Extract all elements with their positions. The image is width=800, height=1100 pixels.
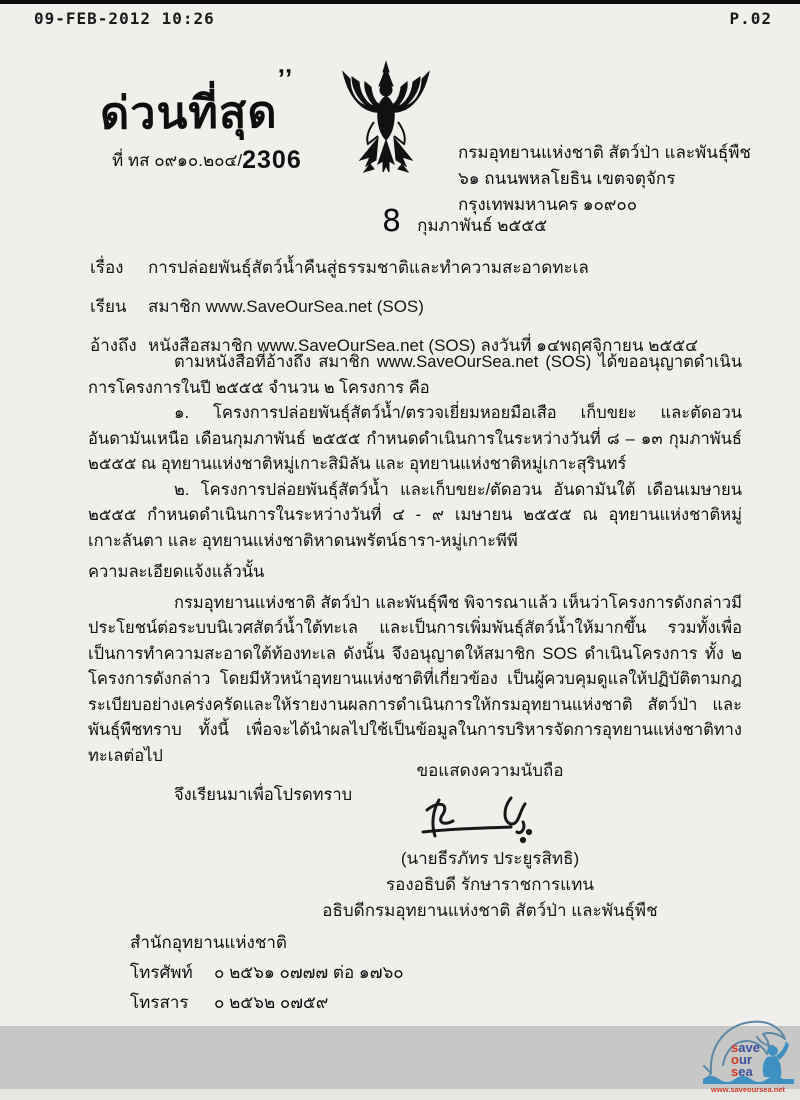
logo-rest-ea: ea bbox=[738, 1064, 753, 1079]
logo-letter-s1: s bbox=[731, 1040, 739, 1055]
handwritten-signature bbox=[405, 788, 575, 844]
date-day-stamp: 8 bbox=[382, 204, 402, 239]
svg-text:sea bbox=[731, 1064, 753, 1079]
scan-bottom-gray-strip bbox=[0, 1026, 800, 1089]
body-paragraph-project2: ๒. โครงการปล่อยพันธุ์สัตว์น้ำ และเก็บขยะ/ตัดอวน อันดามันใต้ เดือนเมษายน ๒๕๕๕ กำหนดดำเนินการในระหว่างวันที่ ๔ - ๙ เมษายน ๒๕๕๕ ณ อุทยานแห่งชาติหมู่เกาะลันตา และ อุทยานแห่งชาติหาดนพรัตน์ธารา-หมู่เกาะพีพี bbox=[88, 480, 742, 550]
document-number-prefix: ที่ ทส ๐๙๑๐.๒๐๔/ bbox=[112, 151, 243, 170]
sender-department: กรมอุทยานแห่งชาติ สัตว์ป่า และพันธุ์พืช bbox=[458, 143, 751, 162]
fax-page-number: P.02 bbox=[729, 9, 772, 28]
logo-rest-ur: ur bbox=[738, 1052, 752, 1067]
phone-label: โทรศัพท์ bbox=[130, 963, 193, 982]
fax-row bbox=[130, 988, 404, 1018]
document-number bbox=[112, 146, 302, 175]
fax-label: โทรสาร bbox=[130, 993, 189, 1012]
signature-salutation: ขอแสดงความนับถือ bbox=[416, 761, 564, 780]
logo-letter-o: o bbox=[731, 1052, 739, 1067]
letter-date bbox=[382, 204, 547, 239]
body-paragraph-details-note: ความละเอียดแจ้งแล้วนั้น bbox=[88, 563, 265, 581]
signer-title-1: รองอธิบดี รักษาราชการแทน bbox=[386, 875, 594, 894]
body-paragraph-project1: ๑. โครงการปล่อยพันธุ์สัตว์น้ำ/ตรวจเยี่ยมหอยมือเสือ เก็บขยะ และตัดอวนอันดามันเหนือ เดือนกุมภาพันธ์ ๒๕๕๕ กำหนดดำเนินการในระหว่างวันที่ ๘ – ๑๓ กุมภาพันธ์ ๒๕๕๕ ณ อุทยานแห่งชาติหมู่เกาะสิมิลัน และ อุทยานแห่งชาติหมู่เกาะสุรินทร์ bbox=[88, 404, 742, 473]
phone-row bbox=[130, 958, 404, 988]
subject-row bbox=[90, 254, 750, 281]
scan-bottom-light-strip bbox=[0, 1089, 800, 1100]
contact-footer bbox=[130, 928, 404, 1018]
logo-rest-ave: ave bbox=[738, 1040, 760, 1055]
phone-number: ๐ ๒๕๖๑ ๐๗๗๗ ต่อ ๑๗๖๐ bbox=[214, 963, 404, 982]
signer-name: (นายธีรภัทร ประยูรสิทธิ) bbox=[400, 849, 580, 868]
letter-body bbox=[88, 350, 742, 809]
body-paragraph-decision: กรมอุทยานแห่งชาติ สัตว์ป่า และพันธุ์พืช พิจารณาแล้ว เห็นว่าโครงการดังกล่าวมีประโยชน์ต่อระบบนิเวศสัตว์น้ำใต้ทะเล และเป็นการเพิ่มพันธุ์สัตว์น้ำให้มากขึ้น รวมทั้งเพื่อเป็นการทำความสะอาดใต้ท้องทะเล ดังนั้น จึงอนุญาตให้สมาชิก SOS ดำเนินโครงการ ทั้ง ๒ โครงการดังกล่าว โดยมีหัวหน้าอุทยานแห่งชาติที่เกี่ยวข้อง เป็นผู้ควบคุมดูแลให้ปฏิบัติตามกฎระเบียบอย่างเคร่งครัดและให้รายงานผลการดำเนินการให้กรมอุทยานแห่งชาติ สัตว์ป่า และพันธุ์พืชทราบ ทั้งนี้ เพื่อจะได้นำผลไปใช้เป็นข้อมูลในการบริหารจัดการอุทยานแห่งชาติทางทะเลต่อไป bbox=[88, 593, 742, 765]
date-month-year: กุมภาพันธ์ ๒๕๕๕ bbox=[417, 216, 548, 235]
document-number-handstamp: 2306 bbox=[242, 146, 302, 174]
saveoursea-logo bbox=[701, 1015, 796, 1095]
issuing-office: สำนักอุทยานแห่งชาติ bbox=[130, 933, 287, 952]
recipient-label: เรียน bbox=[90, 297, 127, 316]
fax-timestamp: 09-FEB-2012 10:26 bbox=[34, 9, 215, 28]
reference-label: อ้างถึง bbox=[90, 336, 137, 355]
sender-street: ๖๑ ถนนพหลโยธิน เขตจตุจักร bbox=[458, 169, 676, 188]
body-paragraph-intro: ตามหนังสือที่อ้างถึง สมาชิก www.SaveOurSea.net (SOS) ได้ขออนุญาตดำเนินการโครงการในปี ๒๕๕๕ จำนวน ๒ โครงการ คือ bbox=[88, 353, 742, 397]
signature-block bbox=[300, 758, 680, 924]
sender-city-postcode: กรุงเทพมหานคร ๑๐๙๐๐ bbox=[458, 195, 638, 214]
scan-top-edge bbox=[0, 0, 800, 4]
body-paragraph-closing: จึงเรียนมาเพื่อโปรดทราบ bbox=[174, 786, 353, 804]
logo-url: www.saveoursea.net bbox=[711, 1085, 785, 1094]
signer-title-2: อธิบดีกรมอุทยานแห่งชาติ สัตว์ป่า และพันธุ์พืช bbox=[322, 901, 658, 920]
garuda-emblem-icon bbox=[330, 60, 442, 180]
reference-value: หนังสือสมาชิก www.SaveOurSea.net (SOS) ลงวันที่ ๑๔พฤศจิกายน ๒๕๕๔ bbox=[148, 336, 699, 355]
urgency-stamp: ด่วนที่สุด ’’ bbox=[100, 75, 278, 149]
subject-value: การปล่อยพันธุ์สัตว์น้ำคืนสู่ธรรมชาติและทำความสะอาดทะเล bbox=[148, 258, 589, 277]
fax-number: ๐ ๒๕๖๒ ๐๗๕๙ bbox=[214, 993, 329, 1012]
subject-label: เรื่อง bbox=[90, 258, 124, 277]
logo-letter-s2: s bbox=[731, 1064, 739, 1079]
recipient-value: สมาชิก www.SaveOurSea.net (SOS) bbox=[148, 297, 424, 316]
recipient-row bbox=[90, 293, 750, 320]
